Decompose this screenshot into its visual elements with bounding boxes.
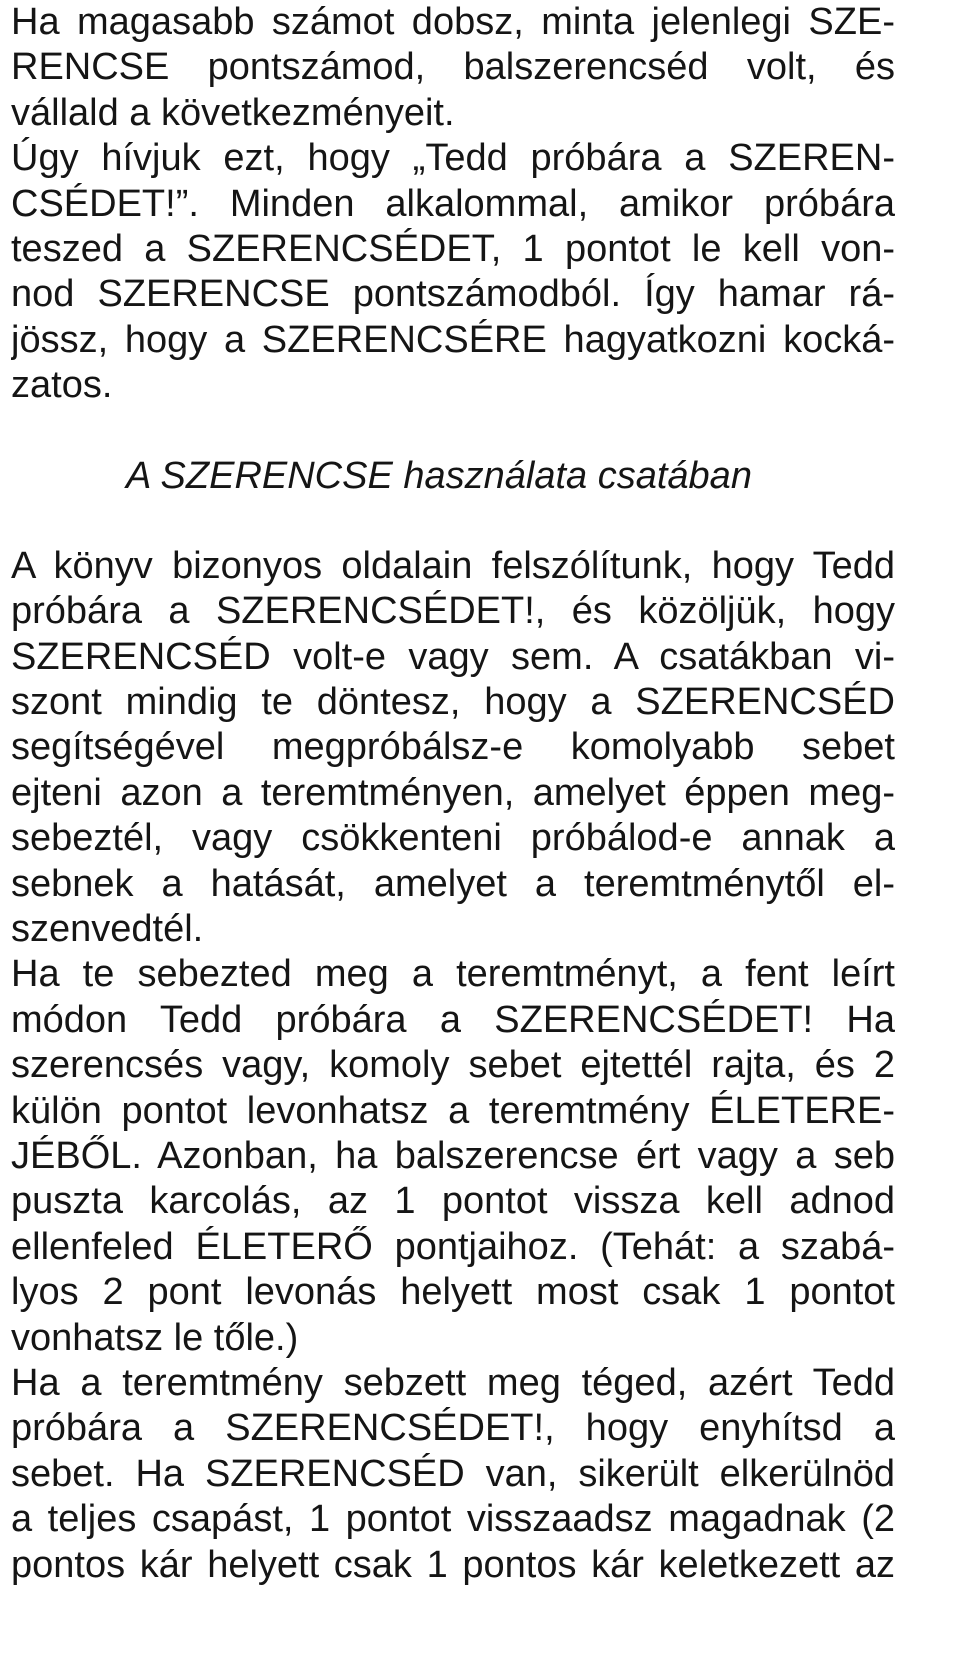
text-line: puszta karcolás, az 1 pontot vissza kell adnod [11, 1180, 895, 1223]
text-line: zatos. [11, 364, 113, 407]
text-line: segítségével megpróbálsz-e komolyabb sebet [11, 726, 895, 769]
text-line: szenvedtél. [11, 908, 204, 951]
text-line: ellenfeled ÉLETERŐ pontjaihoz. (Tehát: a szabá- [11, 1225, 895, 1268]
section-heading: A SZERENCSE használata csatában [126, 454, 752, 497]
text-line: JÉBŐL. Azonban, ha balszerencse ért vagy a seb [11, 1134, 895, 1177]
text-line: ejteni azon a teremtményen, amelyet éppen meg- [11, 771, 895, 814]
text-line: sebet. Ha SZERENCSÉD van, sikerült elkerülnöd [11, 1452, 895, 1495]
text-line: próbára a SZERENCSÉDET!, hogy enyhítsd a [11, 1407, 895, 1450]
text-line: Ha te sebezted meg a teremtményt, a fent leírt [11, 953, 895, 996]
text-line: Ha a teremtmény sebzett meg téged, azért Tedd [11, 1361, 895, 1404]
text-line: Ha magasabb számot dobsz, minta jelenlegi SZE- [11, 1, 895, 43]
text-line: sebeztél, vagy csökkenteni próbálod-e annak a [11, 817, 895, 860]
paragraph-luck-in-battle [11, 544, 895, 953]
text-line: vonhatsz le tőle.) [11, 1316, 299, 1359]
text-line: módon Tedd próbára a SZERENCSÉDET! Ha [11, 998, 895, 1041]
text-line: vállald a következményeit. [11, 91, 455, 134]
text-line: lyos 2 pont levonás helyett most csak 1 pontot [11, 1271, 895, 1314]
paragraph-creature-wounded-you [11, 1361, 895, 1588]
text-line: A könyv bizonyos oldalain felszólítunk, hogy Tedd [11, 544, 895, 587]
text-line: szont mindig te döntesz, hogy a SZERENCSÉD [11, 681, 895, 724]
text-line: jössz, hogy a SZERENCSÉRE hagyatkozni kocká- [11, 318, 895, 361]
text-line: külön pontot levonhatsz a teremtmény ÉLETERE- [11, 1089, 895, 1132]
text-line: CSÉDET!”. Minden alkalommal, amikor próbára [11, 182, 895, 225]
text-line: szerencsés vagy, komoly sebet ejtettél rajta, és 2 [11, 1044, 895, 1087]
text-line: teszed a SZERENCSÉDET, 1 pontot le kell von- [11, 227, 895, 270]
document-page [11, 0, 895, 1588]
text-line: sebnek a hatását, amelyet a teremtménytől el- [11, 862, 895, 905]
text-line: pontos kár helyett csak 1 pontos kár keletkezett az [11, 1543, 895, 1586]
text-line: Úgy hívjuk ezt, hogy „Tedd próbára a SZEREN- [11, 137, 895, 180]
paragraph-you-wounded-creature [11, 952, 895, 1361]
paragraph-test-your-luck [11, 136, 895, 408]
text-line: próbára a SZERENCSÉDET!, és közöljük, hogy [11, 590, 895, 633]
text-line: RENCSE pontszámod, balszerencséd volt, és [11, 46, 895, 89]
text-line: nod SZERENCSE pontszámodból. Így hamar rá- [11, 273, 895, 316]
paragraph-consequence [11, 0, 895, 136]
text-line: SZERENCSÉD volt-e vagy sem. A csatákban vi- [11, 635, 895, 678]
text-line: a teljes csapást, 1 pontot visszaadsz magadnak (2 [11, 1498, 895, 1541]
